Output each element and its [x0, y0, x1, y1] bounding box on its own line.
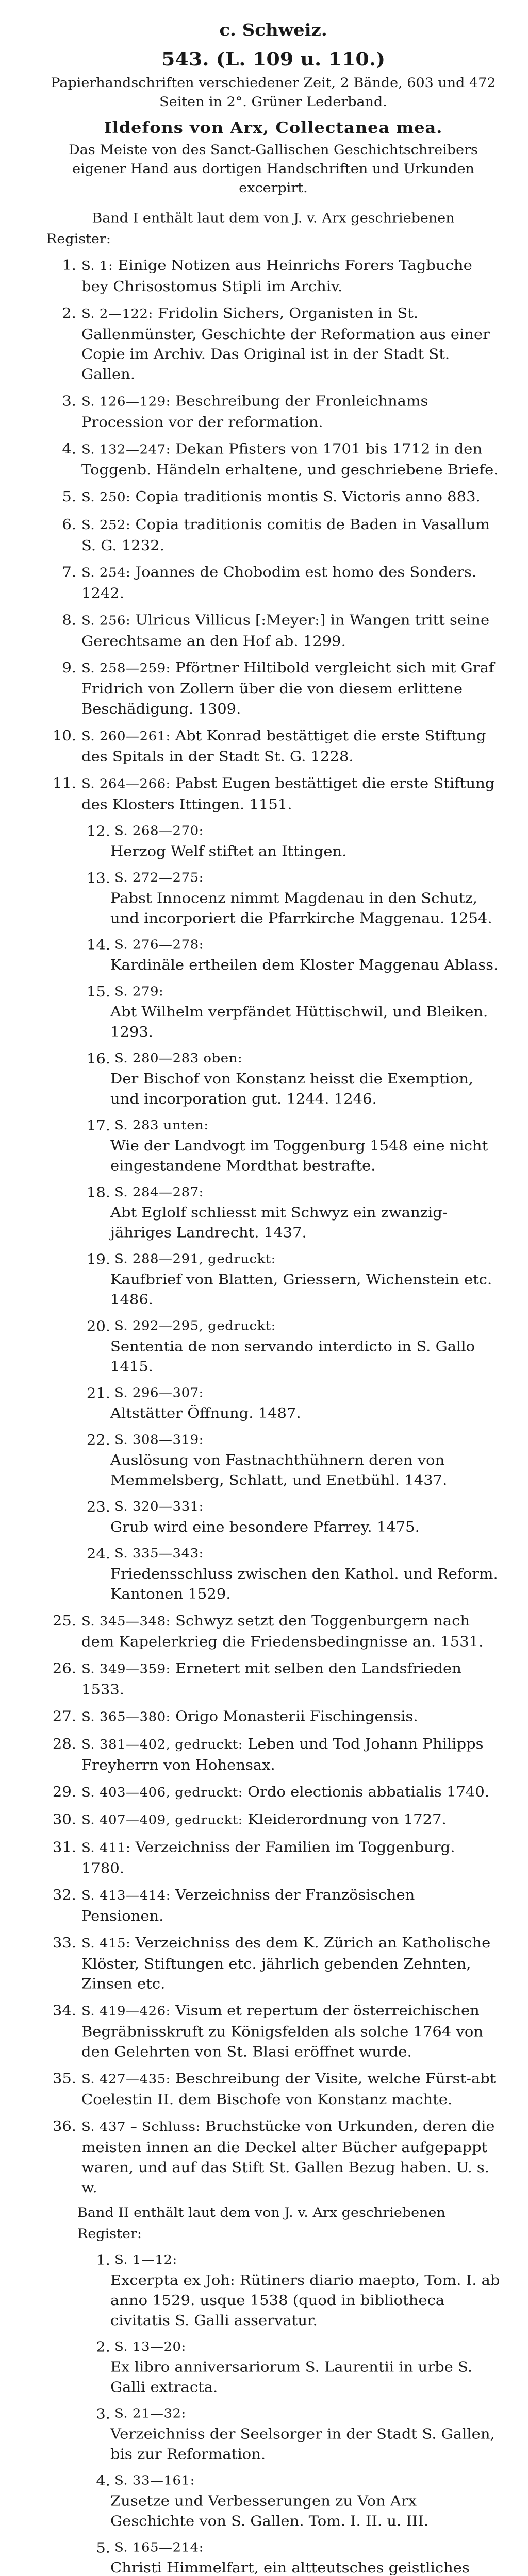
entry-text: Joannes de Chobodim est homo des Sonders. 1242. [81, 564, 477, 602]
page-reference: S. 256: [81, 614, 131, 628]
entry-body [81, 657, 500, 719]
entry-number: 25. [52, 1612, 76, 1629]
entry-number: 2. [96, 2338, 110, 2355]
entry-text: Kardinäle ertheilen dem Kloster Maggenau Ablass. [110, 957, 499, 973]
entry-body [81, 1611, 500, 1652]
page-reference: S. 284—287: [114, 1185, 204, 1200]
register-entry [46, 1837, 500, 1878]
entry-body [81, 1658, 500, 1700]
register-entry [46, 1782, 500, 1803]
entry-text: Copia traditionis comitis de Baden in Vasallum S. G. 1232. [81, 516, 490, 554]
entry-number: 5. [96, 2539, 110, 2556]
section-title: c. Schweiz. [219, 21, 327, 40]
entry-body [81, 773, 500, 815]
page-reference: S. 21—32: [114, 2406, 186, 2421]
register-entry [46, 439, 500, 480]
entry-text: Bruchstücke von Urkunden, deren die meisten innen an die Deckel alter Bücher aufgepappt waren, und auf das Stift St. Gallen Bezug haben. U. s. w. [81, 2118, 495, 2196]
register-entry [46, 562, 500, 603]
register-subentry [81, 868, 500, 928]
page-reference: S. 437 – Schluss: [81, 2120, 201, 2134]
entry-text: Ernetert mit selben den Landsfrieden 1533. [81, 1660, 461, 1698]
page-reference: S. 292—295, gedruckt: [114, 1319, 276, 1334]
register-subentry [81, 981, 500, 1042]
entry-text: Abt Konrad bestättiget die erste Stiftung des Spitals in der Stadt St. G. 1228. [81, 727, 486, 765]
register-subentry [81, 2538, 500, 2576]
entry-number: 27. [52, 1708, 76, 1724]
entry-body [81, 303, 500, 384]
entry-number: 14. [86, 937, 110, 953]
page-reference: S. 427—435: [81, 2072, 171, 2087]
entry-number: 3. [96, 2405, 110, 2422]
entry-text: Altstätter Öffnung. 1487. [110, 1405, 301, 1421]
register-label: Register: [77, 2226, 142, 2242]
entry-text: Friedensschluss zwischen den Kathol. und Reform. Kantonen 1529. [110, 1565, 498, 1602]
entry-text: Schwyz setzt den Toggenburgern nach dem Kapelerkrieg die Friedensbedingnisse an. 1531. [81, 1612, 484, 1650]
entry-number: 23. [86, 1498, 110, 1515]
register-entry [46, 1885, 500, 1926]
entry-text: Visum et repertum der österreichischen Begräbnisskruft zu Königsfelden als solche 1764 von den Gelehrten von St. Blasi eröffnet wurde. [81, 2002, 484, 2060]
register-subentry [81, 1383, 500, 1423]
register-subentry [81, 935, 500, 975]
entry-number: 32. [52, 1887, 76, 1903]
page-reference: S. 33—161: [114, 2473, 195, 2488]
page-reference: S. 268—270: [114, 824, 204, 839]
page-reference: S. 411: [81, 1841, 131, 1855]
page-reference: S. 13—20: [114, 2340, 186, 2354]
register-entry [46, 1809, 500, 1831]
entry-text: Origo Monasterii Fischingensis. [170, 1708, 418, 1724]
entry-number: 22. [86, 1432, 110, 1448]
register-entry [46, 725, 500, 767]
entry-text: Verzeichniss der Familien im Toggenburg. 1780. [81, 1839, 455, 1876]
entry-number: 10. [52, 727, 76, 744]
entry-number: 543. (L. 109 u. 110.) [161, 48, 386, 70]
entry-text: Pabst Eugen bestättiget die erste Stiftung des Klosters Ittingen. 1151. [81, 775, 495, 812]
register-subentry [81, 2471, 500, 2531]
entry-body [81, 2069, 500, 2110]
entry-text: Kaufbrief von Blatten, Griessern, Wichenstein etc. 1486. [110, 1271, 492, 1308]
register-entry [46, 1658, 500, 1700]
entry-body [81, 1782, 500, 1803]
page-reference: S. 403—406, gedruckt: [81, 1785, 243, 1800]
page-reference: S. 250: [81, 490, 131, 505]
entry-text: Zusetze und Verbesserungen zu Von Arx Geschichte von S. Gallen. Tom. I. II. u. III. [110, 2493, 429, 2529]
page-reference: S. 272—275: [114, 871, 204, 885]
entry-body [81, 1933, 500, 1994]
entry-body [81, 1706, 500, 1727]
page-reference: S. 345—348: [81, 1614, 171, 1629]
page-reference: S. 320—331: [114, 1499, 204, 1514]
page-reference: S. 1: [81, 259, 113, 274]
register-subentry [81, 2404, 500, 2464]
entry-number: 18. [86, 1184, 110, 1201]
entry-number: 4. [62, 440, 76, 457]
entry-number: 31. [52, 1839, 76, 1855]
register-subentry [81, 1115, 500, 1176]
page-reference: S. 276—278: [114, 938, 204, 952]
register-entry [46, 1933, 500, 1994]
page-reference: S. 365—380: [81, 1709, 171, 1724]
register-subentry [81, 1182, 500, 1243]
entry-body [81, 391, 500, 432]
register-subentry [81, 1316, 500, 1377]
page-reference: S. 308—319: [114, 1432, 204, 1447]
register-subentry [81, 821, 500, 861]
page-reference: S. 126—129: [81, 395, 171, 410]
entry-body [81, 610, 500, 651]
page-reference: S. 349—359: [81, 1662, 171, 1677]
entry-number: 4. [96, 2472, 110, 2489]
entry-text: Ordo electionis abbatialis 1740. [243, 1783, 490, 1800]
entry-number: 21. [86, 1385, 110, 1401]
entry-text: Christi Himmelfart, ein altteutsches geistliches [110, 2560, 470, 2576]
register-entry [46, 1734, 500, 1775]
page-reference: S. 415: [81, 1936, 131, 1951]
page-reference: S. 279: [114, 984, 164, 999]
volume-2-heading: Band II enthält laut dem von J. v. Arx geschriebenen [77, 2205, 446, 2221]
register-subentry [81, 1048, 500, 1109]
page-reference: S. 2—122: [81, 307, 153, 321]
entry-text: Verzeichniss der Französischen Pensionen. [81, 1887, 415, 1924]
collection-title: Ildefons von Arx, Collectanea mea. [104, 118, 443, 137]
register-entry [46, 657, 500, 719]
entry-number: 19. [86, 1251, 110, 1268]
entry-body [81, 1885, 500, 1926]
register-subentry [81, 2337, 500, 2397]
entry-text: Fridolin Sichers, Organisten in St. Gallenmünster, Geschichte der Reformation aus einer Copie im Archiv. Das Original ist in der Stadt St. Gallen. [81, 304, 490, 383]
entry-number: 6. [62, 516, 76, 533]
entry-text: Herzog Welf stiftet an Ittingen. [110, 843, 347, 859]
entry-text: Abt Eglolf schliesst mit Schwyz ein zwanzig-jähriges Landrecht. 1437. [110, 1204, 448, 1241]
entry-text: Wie der Landvogt im Toggenburg 1548 eine nicht eingestandene Mordthat bestrafte. [110, 1137, 488, 1174]
page-reference: S. 252: [81, 518, 131, 533]
entry-text: Kleiderordnung von 1727. [243, 1811, 447, 1828]
register-subentry [81, 1430, 500, 1490]
entry-body [81, 439, 500, 480]
entry-text: Beschreibung der Fronleichnams Procession vor der reformation. [81, 393, 428, 430]
entry-number: 2. [62, 304, 76, 321]
volume-1-heading: Band I enthält laut dem von J. v. Arx geschriebenen [92, 211, 455, 226]
entry-body [81, 2001, 500, 2062]
register-entry [46, 2116, 500, 2197]
entry-text: Pabst Innocenz nimmt Magdenau in den Schutz, und incorporiert die Pfarrkirche Maggenau. 1254. [110, 890, 492, 926]
entry-text: Der Bischof von Konstanz heisst die Exemption, und incorporation gut. 1244. 1246. [110, 1070, 474, 1107]
entry-number: 36. [52, 2118, 76, 2134]
entry-number: 33. [52, 1934, 76, 1951]
entry-text: Einige Notizen aus Heinrichs Forers Tagbuche bey Chrisostomus Stipli im Archiv. [81, 257, 472, 295]
page-reference: S. 165—214: [114, 2540, 204, 2555]
entry-number: 5. [62, 488, 76, 505]
page-reference: S. 413—414: [81, 1888, 171, 1903]
register-subentry [81, 1497, 500, 1537]
register-sublist-1 [46, 821, 500, 1604]
entry-number: 1. [96, 2251, 110, 2268]
register-entry [46, 303, 500, 384]
register-subentry [81, 1544, 500, 1604]
entry-number: 20. [86, 1318, 110, 1334]
page-reference: S. 296—307: [114, 1386, 204, 1400]
entry-body [81, 2116, 500, 2197]
register-subentry [81, 2250, 500, 2330]
page-reference: S. 381—402, gedruckt: [81, 1737, 243, 1752]
page-reference: S. 280—283 oben: [114, 1051, 243, 1066]
entry-number: 34. [52, 2002, 76, 2019]
manuscript-description: Papierhandschriften verschiedener Zeit, 2 Bände, 603 und 472 Seiten in 2°. Grüner Lederband. [51, 75, 496, 110]
register-label: Register: [46, 231, 111, 247]
entry-text: Dekan Pfisters von 1701 bis 1712 in den Toggenb. Händeln erhaltene, und geschriebene Briefe. [81, 440, 499, 478]
register-subentry [81, 1249, 500, 1310]
entry-number: 8. [62, 612, 76, 628]
entry-number: 28. [52, 1736, 76, 1752]
register-sublist-2 [46, 2250, 500, 2576]
entry-body [81, 725, 500, 767]
entry-text: Copia traditionis montis S. Victoris anno 883. [130, 488, 481, 505]
register-entry [46, 255, 500, 296]
entry-number: 1. [62, 257, 76, 274]
entry-text: Beschreibung der Visite, welche Fürst-abt Coelestin II. dem Bischofe von Konstanz machte. [81, 2070, 496, 2108]
collection-note: Das Meiste von des Sanct-Gallischen Geschichtschreibers eigener Hand aus dortigen Handschriften und Urkunden excerpirt. [69, 142, 478, 196]
register-entry [46, 514, 500, 555]
entry-number: 11. [52, 775, 76, 792]
entry-text: Verzeichniss des dem K. Zürich an Katholische Klöster, Stiftungen etc. jährlich gebenden Zehnten, Zinsen etc. [81, 1934, 491, 1992]
entry-body [81, 1809, 500, 1831]
register-entry [46, 2069, 500, 2110]
page-reference: S. 283 unten: [114, 1118, 209, 1133]
entry-number: 17. [86, 1117, 110, 1134]
entry-text: Ex libro anniversariorum S. Laurentii in urbe S. Galli extracta. [110, 2359, 473, 2396]
entry-number: 26. [52, 1660, 76, 1677]
entry-text: Leben und Tod Johann Philipps Freyherrn von Hohensax. [81, 1736, 484, 1773]
entry-text: Sententia de non servando interdicto in S. Gallo 1415. [110, 1338, 475, 1375]
register-entry [46, 486, 500, 507]
register-entry [46, 610, 500, 651]
register-entry [46, 1706, 500, 1727]
page-reference: S. 335—343: [114, 1546, 204, 1561]
entry-text: Ulricus Villicus [:Meyer:] in Wangen tritt seine Gerechtsame an den Hof ab. 1299. [81, 612, 490, 649]
catalog-page [46, 21, 500, 2576]
entry-number: 3. [62, 393, 76, 410]
entry-text: Abt Wilhelm verpfändet Hüttischwil, und Bleiken. 1293. [110, 1004, 488, 1040]
entry-number: 15. [86, 984, 110, 1000]
entry-text: Auslösung von Fastnachthühnern deren von Memmelsberg, Schlatt, und Enetbühl. 1437. [110, 1452, 448, 1488]
entry-number: 7. [62, 564, 76, 581]
entry-text: Verzeichniss der Seelsorger in der Stadt S. Gallen, bis zur Reformation. [110, 2426, 495, 2462]
entry-number: 30. [52, 1811, 76, 1828]
entry-number: 13. [86, 870, 110, 886]
entry-number: 16. [86, 1050, 110, 1067]
entry-text: Grub wird eine besondere Pfarrey. 1475. [110, 1518, 420, 1535]
register-list-1b [46, 1611, 500, 2197]
page-reference: S. 1—12: [114, 2252, 177, 2267]
entry-number: 29. [52, 1783, 76, 1800]
entry-text: Pförtner Hiltibold vergleicht sich mit Graf Fridrich von Zollern über die von diesem erlittene Beschädigung. 1309. [81, 659, 494, 717]
page-reference: S. 254: [81, 566, 131, 581]
entry-number: 24. [86, 1545, 110, 1562]
register-entry [46, 1611, 500, 1652]
entry-body [81, 514, 500, 555]
entry-body [81, 1837, 500, 1878]
register-list-1a [46, 255, 500, 814]
entry-body [81, 1734, 500, 1775]
page-reference: S. 258—259: [81, 661, 171, 676]
register-entry [46, 2001, 500, 2062]
page-reference: S. 260—261: [81, 729, 171, 744]
page-reference: S. 419—426: [81, 2004, 171, 2019]
entry-text: Excerpta ex Joh: Rütiners diario maepto, Tom. I. ab anno 1529. usque 1538 (quod in bibliotheca civitatis S. Galli asservatur. [110, 2272, 500, 2329]
page-reference: S. 288—291, gedruckt: [114, 1252, 276, 1267]
page-reference: S. 407—409, gedruckt: [81, 1813, 243, 1828]
page-reference: S. 264—266: [81, 777, 171, 792]
page-reference: S. 132—247: [81, 443, 171, 457]
entry-number: 12. [86, 823, 110, 839]
register-entry [46, 773, 500, 815]
entry-body [81, 486, 500, 507]
entry-body [81, 255, 500, 296]
entry-number: 35. [52, 2070, 76, 2087]
register-entry [46, 391, 500, 432]
entry-body [81, 562, 500, 603]
entry-number: 9. [62, 659, 76, 676]
